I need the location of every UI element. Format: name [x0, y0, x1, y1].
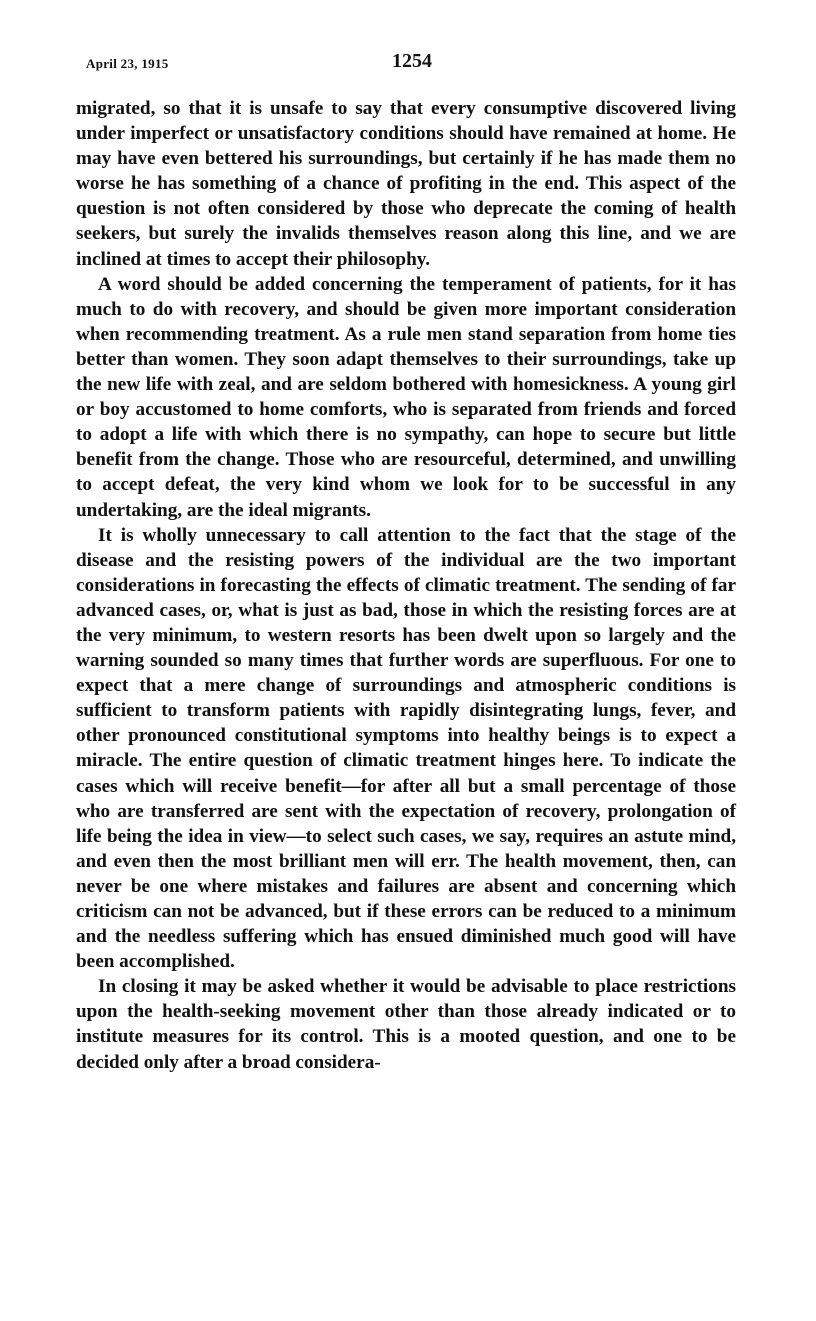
page-header [76, 50, 736, 80]
article-body [76, 96, 736, 1075]
header-date: April 23, 1915 [86, 56, 169, 71]
page-number: 1254 [392, 50, 432, 72]
paragraph: migrated, so that it is unsafe to say that every consumptive discovered living under imperfect or unsatisfactory conditions should have remained at home. He may have even bettered his surroundings, but certainly if he has made them no worse he has something of a chance of profiting in the end. This aspect of the question is not often considered by those who deprecate the coming of health seekers, but surely the invalids themselves reason along this line, and we are inclined at times to accept their philosophy. [76, 98, 736, 270]
paragraph: A word should be added concerning the temperament of patients, for it has much to do with recovery, and should be given more important consideration when recommending treatment. As a rule men stand separation from home ties better than women. They soon adapt themselves to their surroundings, take up the new life with zeal, and are seldom bothered with homesickness. A young girl or boy accustomed to home comforts, who is separated from friends and forced to adopt a life with which there is no sympathy, can hope to secure but little benefit from the change. Those who are resourceful, determined, and unwilling to accept defeat, the very kind whom we look for to be successful in any undertaking, are the ideal migrants. [76, 273, 736, 521]
document-page [76, 50, 736, 1075]
paragraph: It is wholly unnecessary to call attention to the fact that the stage of the disease and the resisting powers of the individual are the two important considerations in forecasting the effects of climatic treatment. The sending of far advanced cases, or, what is just as bad, those in which the resisting forces are at the very minimum, to western resorts has been dwelt upon so largely and the warning sounded so many times that further words are superfluous. For one to expect that a mere change of surroundings and atmospheric conditions is sufficient to transform patients with rapidly disintegrating lungs, fever, and other pronounced constitutional symptoms into healthy beings is to expect a miracle. The entire question of climatic treatment hinges here. To indicate the cases which will receive benefit—for after all but a small percentage of those who are transferred are sent with the expectation of recovery, prolongation of life being the idea in view—to select such cases, we say, requires an astute mind, and even then the most brilliant men will err. The health movement, then, can never be one where mistakes and failures are absent and concerning which criticism can not be advanced, but if these errors can be reduced to a minimum and the needless suffering which has ensued diminished much good will have been accomplished. [76, 524, 736, 973]
paragraph: In closing it may be asked whether it would be advisable to place restrictions upon the health-seeking movement other than those already indicated or to institute measures for its control. This is a mooted question, and one to be decided only after a broad considera- [76, 976, 736, 1073]
